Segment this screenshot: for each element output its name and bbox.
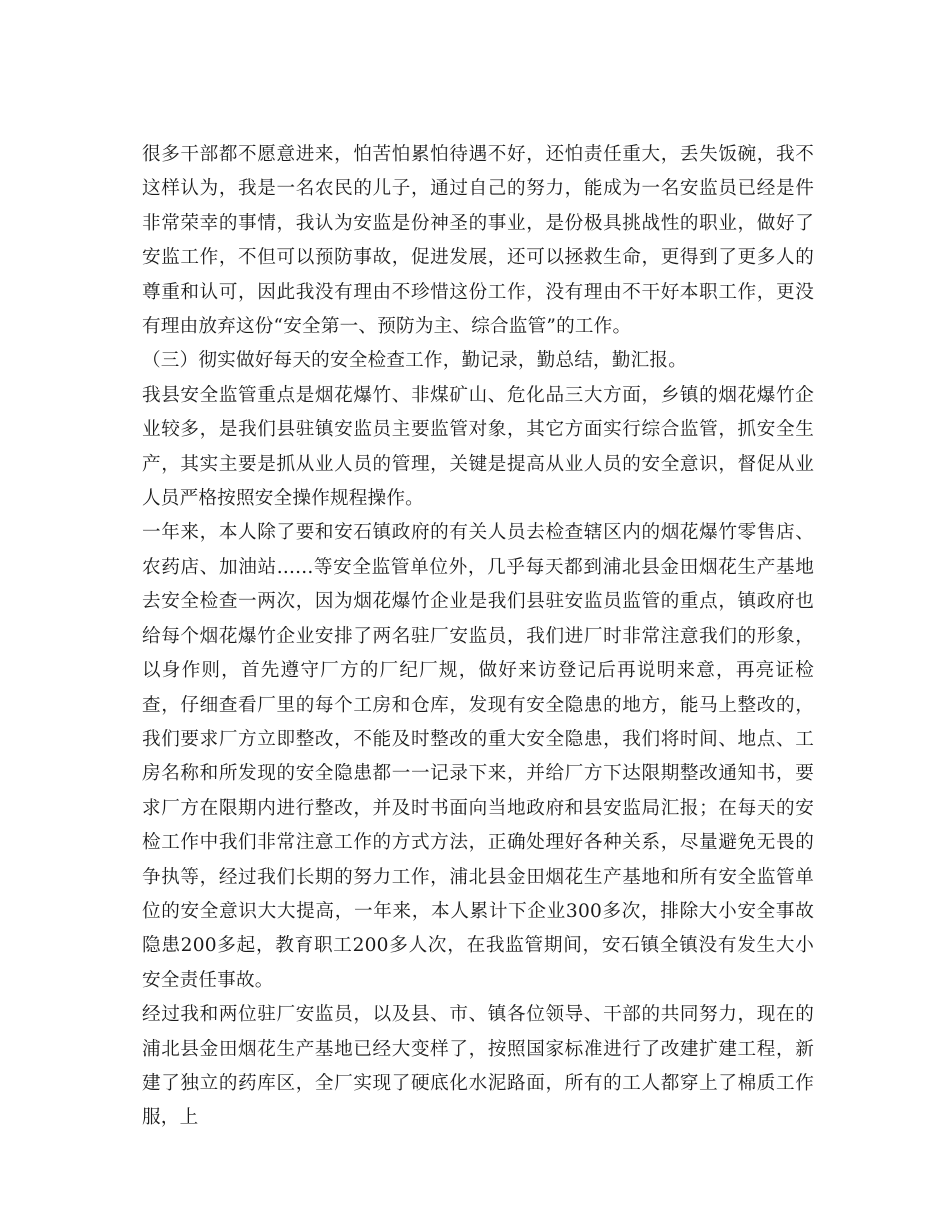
paragraph-yearly-work: 一年来，本人除了要和安石镇政府的有关人员去检查辖区内的烟花爆竹零售店、农药店、加油站......等安全监管单位外，几乎每天都到浦北县金田烟花生产基地去安全检查一两次，因为烟花爆竹企业是我们县驻安监员监管的重点，镇政府也给每个烟花爆竹企业安排了两名驻厂安监员，我们进厂时非常注意我们的形象，以身作则，首先遵守厂方的厂纪厂规，做好来访登记后再说明来意，再亮证检查，仔细查看厂里的每个工房和仓库，发现有安全隐患的地方，能马上整改的，我们要求厂方立即整改，不能及时整改的重大安全隐患，我们将时间、地点、工房名称和所发现的安全隐患都一一记录下来，并给厂方下达限期整改通知书，要求厂方在限期内进行整改，并及时书面向当地政府和县安监局汇报；在每天的安检工作中我们非常注意工作的方式方法，正确处理好各种关系，尽量避免无畏的争执等，经过我们长期的努力工作，浦北县金田烟花生产基地和所有安全监管单位的安全意识大大提高，一年来，本人累计下企业300多次，排除大小安全事故隐患200多起，教育职工200多人次，在我监管期间，安石镇全镇没有发生大小安全责任事故。 xyxy=(142,522,814,991)
document-body xyxy=(142,138,814,1136)
paragraph-results: 经过我和两位驻厂安监员，以及县、市、镇各位领导、干部的共同努力，现在的浦北县金田烟花生产基地已经大变样了，按照国家标准进行了改建扩建工程，新建了独立的药库区，全厂实现了硬底化水泥路面，所有的工人都穿上了棉质工作服，上 xyxy=(142,1004,814,1129)
section-heading-3: （三）彻实做好每天的安全检查工作，勤记录，勤总结，勤汇报。 xyxy=(142,350,688,372)
paragraph-motivation: 很多干部都不愿意进来，怕苦怕累怕待遇不好，还怕责任重大，丢失饭碗，我不这样认为，我是一名农民的儿子，通过自己的努力，能成为一名安监员已经是件非常荣幸的事情，我认为安监是份神圣的事业，是份极具挑战性的职业，做好了安监工作，不但可以预防事故，促进发展，还可以拯救生命，更得到了更多人的尊重和认可，因此我没有理由不珍惜这份工作，没有理由不干好本职工作，更没有理由放弃这份“安全第一、预防为主、综合监管”的工作。 xyxy=(142,144,814,338)
paragraph-supervision-focus: 我县安全监管重点是烟花爆竹、非煤矿山、危化品三大方面，乡镇的烟花爆竹企业较多，是我们县驻镇安监员主要监管对象，其它方面实行综合监管，抓安全生产，其实主要是抓从业人员的管理，关键是提高从业人员的安全意识，督促从业人员严格按照安全操作规程操作。 xyxy=(142,384,814,510)
